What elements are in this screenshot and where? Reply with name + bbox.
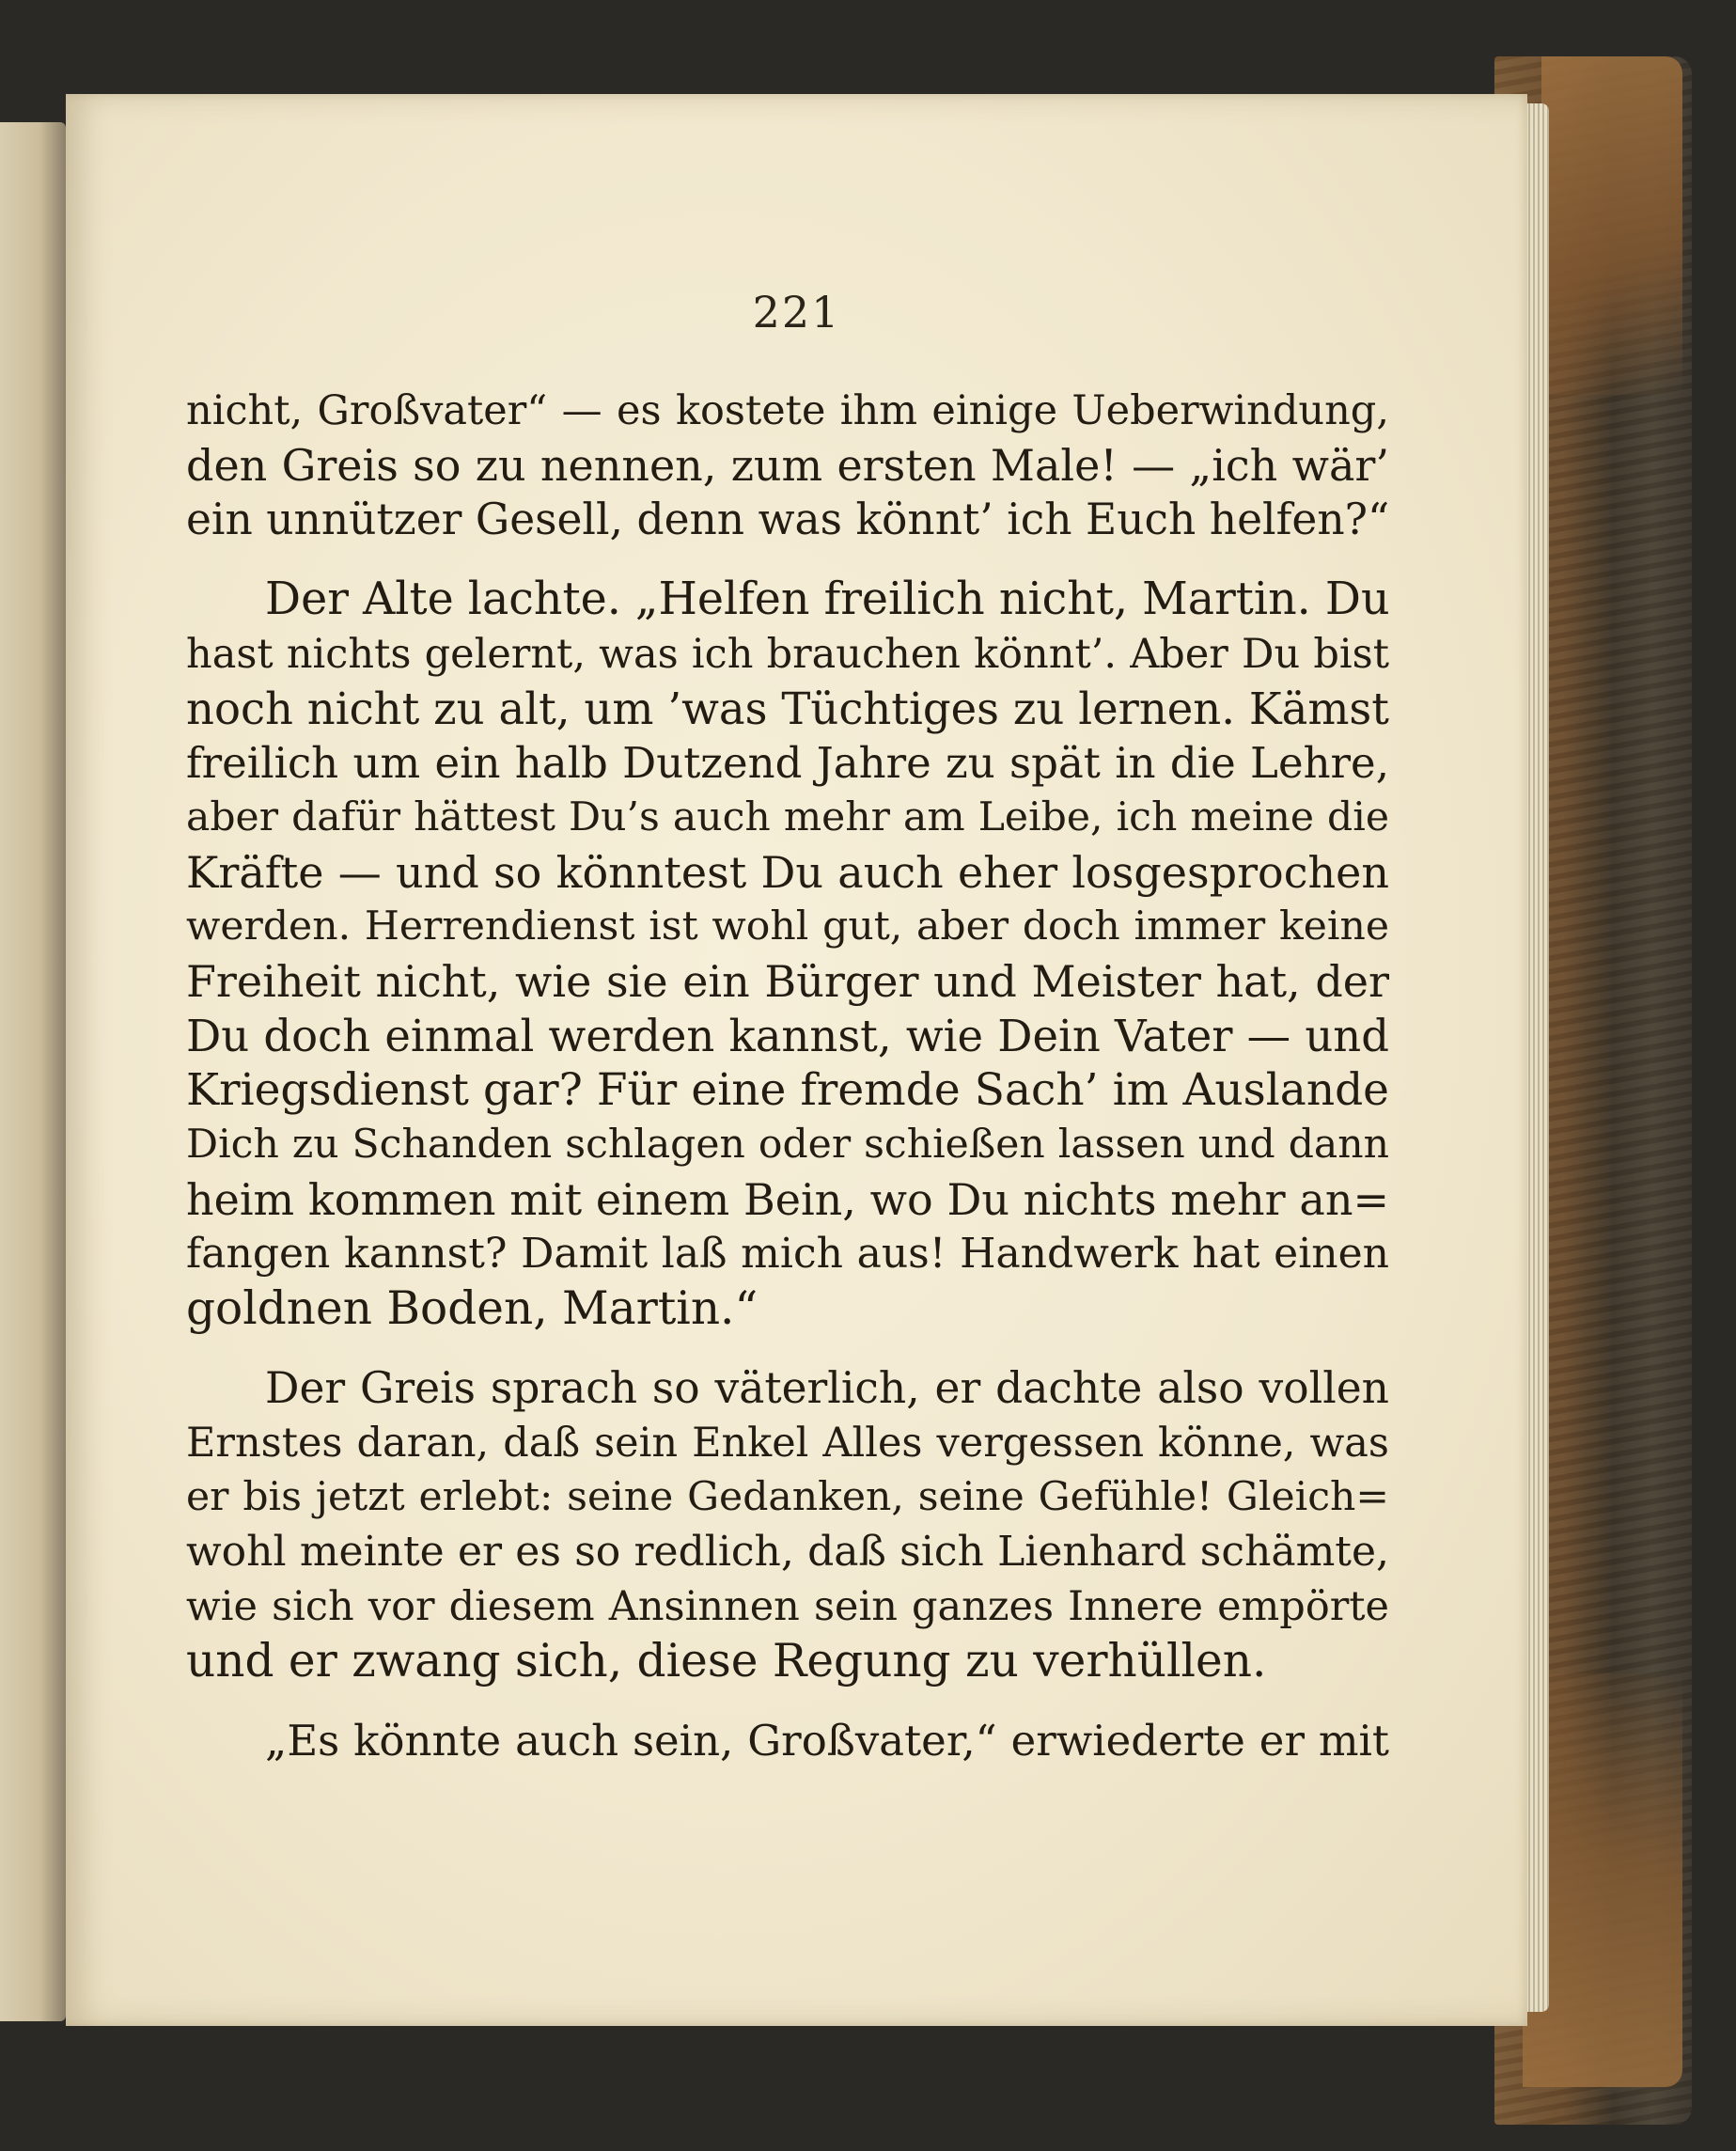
text-line: wie sich vor diesem Ansinnen sein ganzes Innere empörte bbox=[186, 1583, 1389, 1630]
page-number: 221 bbox=[752, 287, 841, 338]
text-line: goldnen Boden, Martin.“ bbox=[186, 1282, 759, 1335]
leather-corner-top bbox=[1541, 56, 1682, 395]
text-line: Der Greis sprach so väterlich, er dachte also vollen bbox=[265, 1363, 1389, 1413]
facing-page-edge bbox=[0, 122, 66, 2021]
text-line: Kriegsdienst gar? Für eine fremde Sach’ im Auslande bbox=[186, 1064, 1389, 1116]
paragraph bbox=[186, 1714, 1389, 1768]
paragraph bbox=[186, 384, 1389, 547]
text-line: hast nichts gelernt, was ich brauchen könnt’. Aber Du bist bbox=[186, 631, 1389, 678]
text-line: wohl meinte er es so redlich, daß sich Lienhard schämte, bbox=[186, 1528, 1389, 1576]
body-text bbox=[186, 384, 1389, 1794]
text-line: heim kommen mit einem Bein, wo Du nichts mehr an= bbox=[186, 1174, 1389, 1225]
text-line: Dich zu Schanden schlagen oder schießen lassen und dann bbox=[186, 1122, 1389, 1168]
text-line: er bis jetzt erlebt: seine Gedanken, seine Gefühle! Gleich= bbox=[186, 1474, 1389, 1520]
text-line: Ernstes daran, daß sein Enkel Alles vergessen könne, was bbox=[186, 1420, 1389, 1467]
text-line: noch nicht zu alt, um ’was Tüchtiges zu lernen. Kämst bbox=[186, 683, 1389, 734]
text-line: Der Alte lachte. „Helfen freilich nicht, Martin. Du bbox=[265, 573, 1390, 625]
text-line: aber dafür hättest Du’s auch mehr am Leibe, ich meine die bbox=[186, 794, 1389, 840]
paragraph bbox=[186, 1361, 1389, 1688]
text-line: und er zwang sich, diese Regung zu verhüllen. bbox=[186, 1635, 1267, 1688]
text-line: Freiheit nicht, wie sie ein Bürger und Meister hat, der bbox=[186, 956, 1389, 1007]
book-page bbox=[66, 94, 1527, 2026]
text-line: „Es könnte auch sein, Großvater,“ erwiederte er mit bbox=[265, 1716, 1389, 1766]
text-line: den Greis so zu nennen, zum ersten Male! — „ich wär’ bbox=[186, 440, 1389, 491]
text-line: ein unnützer Gesell, denn was könnt’ ich Euch helfen?“ bbox=[186, 495, 1390, 544]
text-line: Kräfte — und so könntest Du auch eher losgesprochen bbox=[186, 847, 1389, 898]
text-line: freilich um ein halb Dutzend Jahre zu spät in die Lehre, bbox=[186, 738, 1389, 788]
text-line: nicht, Großvater“ — es kostete ihm einige Ueberwindung, bbox=[186, 387, 1389, 434]
text-line: Du doch einmal werden kannst, wie Dein Vater — und bbox=[186, 1011, 1389, 1061]
paragraph bbox=[186, 573, 1389, 1336]
text-line: fangen kannst? Damit laß mich aus! Handwerk hat einen bbox=[186, 1230, 1389, 1278]
text-line: werden. Herrendienst ist wohl gut, aber doch immer keine bbox=[186, 903, 1389, 950]
